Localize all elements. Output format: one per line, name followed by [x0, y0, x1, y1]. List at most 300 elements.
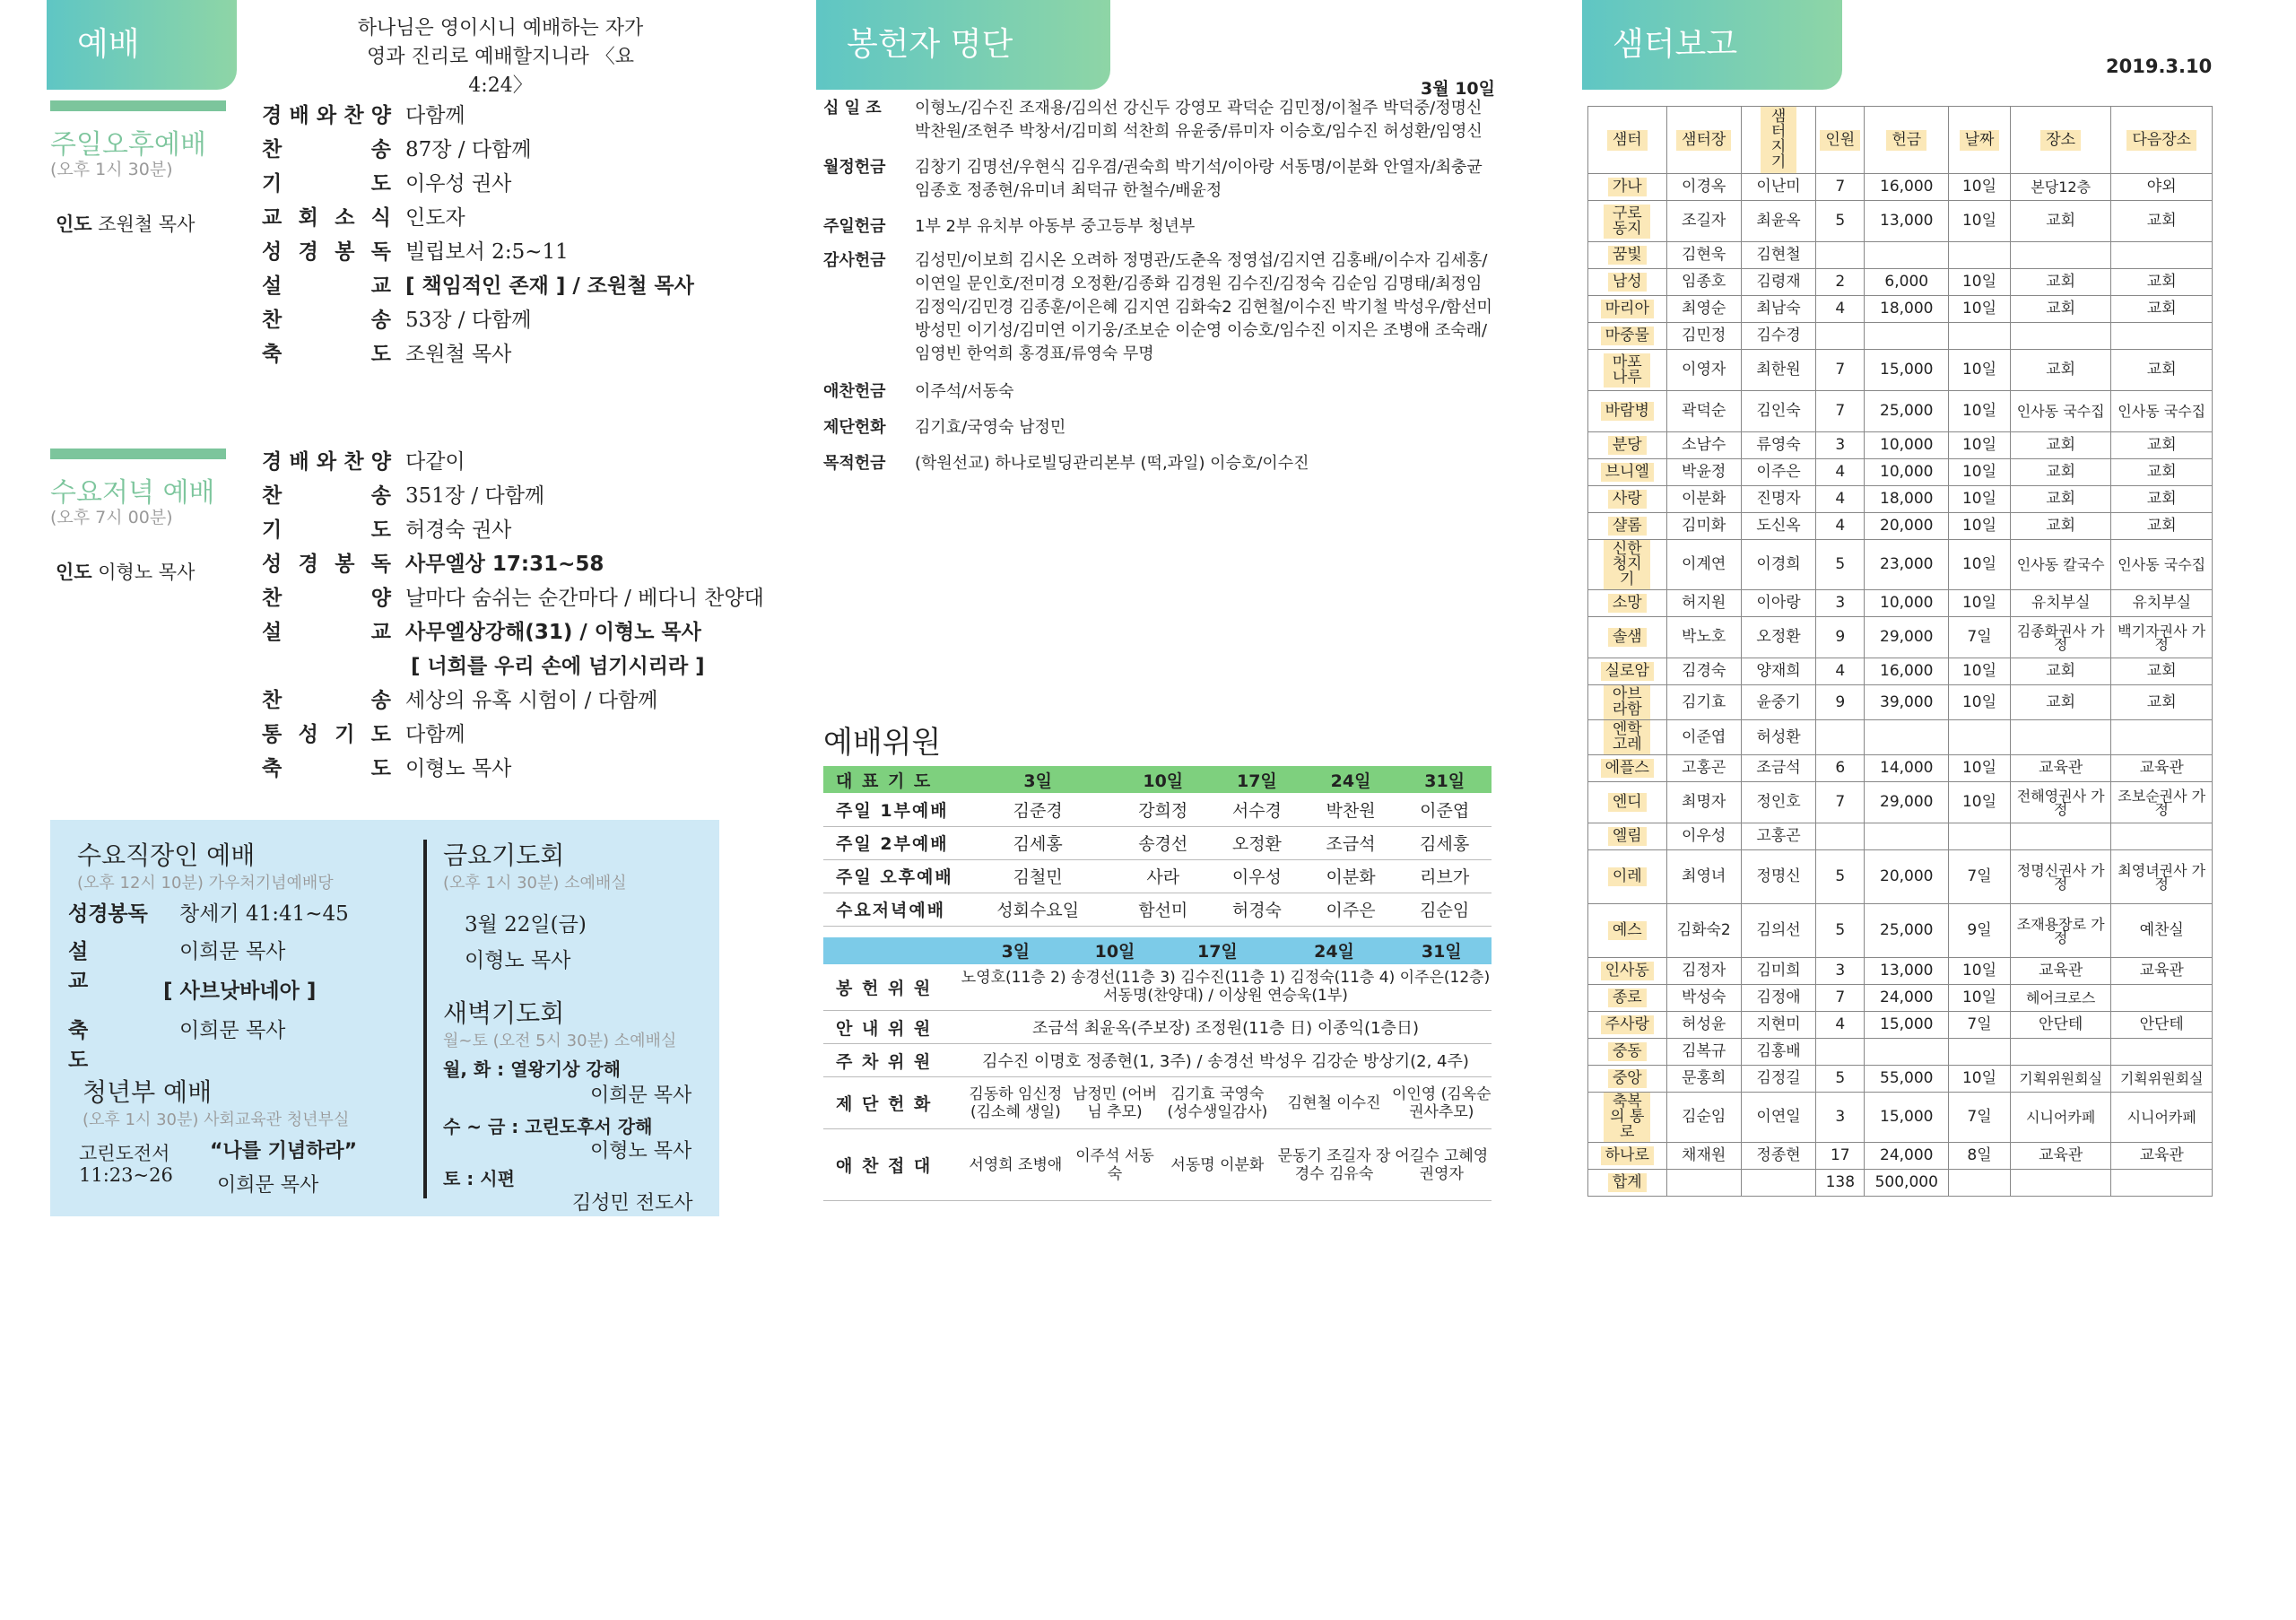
samter-name [1588, 823, 1667, 850]
order-value: 빌립보서 2:5~11 [405, 240, 569, 264]
table-cell: 김세홍 [1397, 826, 1492, 859]
order-value: 다함께 [405, 104, 465, 127]
table-cell: 5 [1816, 904, 1865, 958]
worker-bless-value: 이희문 목사 [179, 1019, 286, 1042]
table-cell: 예찬실 [2111, 904, 2213, 958]
worker-reading-value: 창세기 41:41~45 [179, 902, 349, 926]
order-value: 조원철 목사 [405, 343, 512, 366]
table-cell: 최남숙 [1741, 296, 1815, 323]
table-row [823, 893, 1492, 926]
order-row [262, 99, 694, 133]
wednesday-leader [56, 558, 195, 585]
table-cell: 25,000 [1865, 904, 1949, 958]
youth-time: (오후 1시 30분) 사회교육관 청년부실 [83, 1110, 350, 1129]
samter-name-label: 엔디 [1608, 793, 1647, 812]
table-cell: 24,000 [1865, 985, 1949, 1012]
order-row [262, 445, 764, 479]
duty-label: 주 차 위 원 [823, 1044, 960, 1077]
table-cell: 18,000 [1865, 296, 1949, 323]
table-cell: 교회 [2010, 269, 2111, 296]
order-label-char: 도 [370, 723, 391, 746]
table-cell: 7 [1816, 391, 1865, 432]
order-label [262, 133, 391, 167]
section-bar [50, 449, 226, 459]
table-cell: 오정환 [1741, 617, 1815, 658]
offering-label: 제단헌화 [823, 418, 886, 437]
samter-name-label: 엔학고레 [1604, 720, 1650, 754]
samter-table [1587, 106, 2213, 1197]
order-label-char: 경 [298, 240, 318, 264]
table-cell: 7 [1816, 174, 1865, 201]
table-cell: 교회 [2111, 459, 2213, 486]
samter-name-label: 샬롬 [1608, 517, 1647, 536]
order-label-char: 도 [370, 172, 391, 196]
table-cell: 교회 [2111, 685, 2213, 720]
table-cell: 이계연 [1666, 540, 1741, 590]
table-cell: 이우성 [1666, 823, 1741, 850]
header-cell [2010, 107, 2111, 174]
order-label-char: 회 [298, 206, 318, 230]
afternoon-order [262, 99, 694, 371]
dawn-row-1-pastor: 이희문 목사 [590, 1084, 692, 1107]
leader-label: 인도 [56, 562, 92, 583]
samter-name-label: 가나 [1608, 178, 1647, 196]
duty-names: 노영호(11층 2) 송경선(11층 3) 김수진(11층 1) 김정숙(11층 4) 이주은(12층) 서동명(찬양대) / 이상원 연승욱(1부) [960, 964, 1492, 1011]
table-cell: 25,000 [1865, 391, 1949, 432]
table-cell: 교육관 [2111, 958, 2213, 985]
samter-name-label: 중동 [1608, 1042, 1647, 1061]
table-cell: 이우성 [1210, 859, 1304, 893]
samter-name-label: 마포 나루 [1604, 353, 1650, 388]
leader-name: 조원철 목사 [98, 213, 196, 235]
table-row [1588, 513, 2213, 540]
table-cell: 함선미 [1116, 893, 1210, 926]
table-cell: 4 [1816, 296, 1865, 323]
table-cell: 16,000 [1865, 174, 1949, 201]
table-cell: 4 [1816, 459, 1865, 486]
table-cell: 23,000 [1865, 540, 1949, 590]
header-cell: 24일 [1304, 766, 1398, 793]
samter-name [1588, 269, 1667, 296]
table-header [823, 766, 1492, 793]
table-cell: 10일 [1949, 296, 2011, 323]
order-label-char: 찬 [262, 689, 283, 712]
table-cell: 최영순 [1666, 296, 1741, 323]
order-label [262, 167, 391, 201]
table-cell [1865, 823, 1949, 850]
table-cell: 김인숙 [1741, 391, 1815, 432]
table-cell: 10일 [1949, 486, 2011, 513]
worker-reading-label: 성경봉독 [68, 902, 148, 926]
table-cell [2111, 1039, 2213, 1066]
offering-row [823, 380, 1494, 404]
duty-names: 조금석 최윤옥(주보장) 조정원(11층 日) 이종익(1층日) [960, 1011, 1492, 1044]
order-value: 이우성 권사 [405, 172, 512, 196]
table-cell [2010, 823, 2111, 850]
order-row [262, 649, 764, 684]
youth-title: 청년부 예배 [83, 1077, 213, 1107]
table-row [823, 964, 1492, 1011]
table-cell: 김미화 [1666, 513, 1741, 540]
header-cell: 31일 [1397, 766, 1492, 793]
table-cell: 20,000 [1865, 513, 1949, 540]
header-cell: 31일 [1392, 937, 1492, 964]
offering-label: 애찬헌금 [823, 382, 886, 401]
table-cell: 24,000 [1865, 1143, 1949, 1170]
offering-label: 십 일 조 [823, 99, 882, 118]
table-row [1588, 486, 2213, 513]
table-cell: 이주은 [1304, 893, 1398, 926]
table-cell: 소남수 [1666, 432, 1741, 459]
order-label-char: 찬 [262, 138, 283, 161]
table-cell: 10일 [1949, 685, 2011, 720]
report-date: 2019.3.10 [2106, 56, 2213, 77]
table-cell: 김수경 [1741, 323, 1815, 350]
header-label: 샘터장 [1676, 130, 1731, 151]
order-row [262, 269, 694, 303]
table-cell: 교회 [2111, 350, 2213, 391]
table-cell: 김의선 [1741, 904, 1815, 958]
table-cell: 13,000 [1865, 201, 1949, 242]
youth-sermon: “나를 기념하라” [210, 1140, 358, 1163]
youth-text-verse: 11:23~26 [79, 1164, 173, 1186]
table-cell: 10,000 [1865, 590, 1949, 617]
dawn-row-3-pastor: 김성민 전도사 [572, 1192, 693, 1215]
order-label-char: 와 [316, 450, 337, 474]
duty-cell: 김기효 국영숙 (성수생일감사) [1158, 1077, 1276, 1129]
samter-name-label: 소망 [1608, 594, 1647, 613]
table-cell [2010, 720, 2111, 755]
table-cell [1949, 242, 2011, 269]
order-label-char: 식 [370, 206, 391, 230]
samter-name-label: 아브라함 [1604, 685, 1650, 719]
order-label-char: 경 [298, 553, 318, 576]
order-row [262, 752, 764, 786]
table-cell: 4 [1816, 486, 1865, 513]
samter-name [1588, 904, 1667, 958]
order-label-char: 도 [370, 343, 391, 366]
table-cell: 9일 [1949, 904, 2011, 958]
table-cell: 박성숙 [1666, 985, 1741, 1012]
order-value: 다같이 [405, 450, 465, 474]
offering-names: 이형노/김수진 조재용/김의선 강신두 강영모 곽덕순 김민정/이철주 박덕중/정명신 박찬원/조현주 박창서/김미희 석찬희 유윤중/류미자 이승호/임수진 허성환/임영신 [915, 99, 1483, 141]
table-row [1588, 617, 2213, 658]
order-label-char: 교 [370, 274, 391, 298]
table-row [1588, 590, 2213, 617]
order-label [262, 513, 391, 547]
table-cell: 교회 [2111, 513, 2213, 540]
table-cell: 138 [1816, 1170, 1865, 1197]
order-value: 세상의 유혹 시험이 / 다함께 [405, 689, 658, 712]
order-label-char: 축 [262, 343, 283, 366]
offering-row [823, 97, 1494, 144]
samter-tab [1582, 0, 1842, 90]
table-cell [2010, 242, 2111, 269]
table-cell: 기획위원회실 [2010, 1066, 2111, 1093]
header-cell: 17일 [1158, 937, 1276, 964]
order-label-char: 경 [262, 104, 283, 127]
table-cell: 조보순권사 가정 [2111, 782, 2213, 823]
order-label-char: 와 [316, 104, 337, 127]
wednesday-order [262, 445, 764, 786]
samter-name [1588, 958, 1667, 985]
friday-pastor: 이형노 목사 [465, 949, 571, 972]
header-cell: 17일 [1210, 766, 1304, 793]
table-cell: 송경선 [1116, 826, 1210, 859]
duty-cell: 문동기 조길자 장경수 김유숙 [1277, 1129, 1392, 1201]
samter-name [1588, 201, 1667, 242]
samter-name-label: 사랑 [1608, 490, 1647, 509]
order-label-char: 기 [335, 723, 355, 746]
table-cell: 10일 [1949, 350, 2011, 391]
table-cell: 5 [1816, 1066, 1865, 1093]
table-cell: 이영자 [1666, 350, 1741, 391]
samter-name [1588, 174, 1667, 201]
table-row [1588, 850, 2213, 904]
table-cell: 10일 [1949, 658, 2011, 685]
table-cell [1865, 323, 1949, 350]
table-cell: 최윤옥 [1741, 201, 1815, 242]
dawn-row-2-pastor: 이형노 목사 [590, 1140, 692, 1163]
table-cell: 주일 1부예배 [823, 793, 960, 826]
table-cell [1949, 1170, 2011, 1197]
youth-text [79, 1143, 173, 1186]
samter-name-label: 축복의 통로 [1604, 1093, 1650, 1142]
worship-committee-title: 예배위원 [823, 725, 942, 761]
order-label-char: 송 [370, 484, 391, 508]
duty-table [823, 937, 1492, 1202]
table-cell [2111, 323, 2213, 350]
table-cell: 교회 [2111, 432, 2213, 459]
samter-name [1588, 432, 1667, 459]
table-cell: 교회 [2111, 658, 2213, 685]
worker-sermon-value: 이희문 목사 [179, 940, 286, 963]
worker-time: (오후 12시 10분) 가우처기념예배당 [77, 874, 334, 893]
order-label-char: 독 [370, 240, 391, 264]
order-label-char: 송 [370, 689, 391, 712]
table-cell: 사라 [1116, 859, 1210, 893]
table-cell [2111, 985, 2213, 1012]
friday-time: (오후 1시 30분) 소예배실 [443, 874, 627, 893]
table-cell: 인사동 칼국수 [2010, 540, 2111, 590]
table-cell: 서수경 [1210, 793, 1304, 826]
order-label-char: 기 [262, 518, 283, 542]
table-cell: 10일 [1949, 540, 2011, 590]
order-label [262, 235, 391, 269]
table-cell: 채재원 [1666, 1143, 1741, 1170]
order-label-char: 찬 [262, 309, 283, 332]
table-cell: 29,000 [1865, 782, 1949, 823]
order-row [262, 235, 694, 269]
samter-name-label: 마리아 [1601, 300, 1654, 318]
table-cell: 김복규 [1666, 1039, 1741, 1066]
table-cell: 10일 [1949, 782, 2011, 823]
table-cell [2010, 323, 2111, 350]
table-cell: 강희정 [1116, 793, 1210, 826]
table-cell: 김정애 [1741, 985, 1815, 1012]
table-header [1588, 107, 2213, 174]
table-cell: 9 [1816, 617, 1865, 658]
samter-name-label: 구로 동지 [1604, 205, 1650, 239]
table-cell: 10일 [1949, 432, 2011, 459]
table-cell: 9 [1816, 685, 1865, 720]
order-value: 351장 / 다함께 [405, 484, 545, 508]
table-cell: 교회 [2111, 486, 2213, 513]
table-row [823, 793, 1492, 826]
duty-cell: 이주석 서동숙 [1072, 1129, 1159, 1201]
table-cell: 4 [1816, 513, 1865, 540]
table-cell: 29,000 [1865, 617, 1949, 658]
dawn-time: 월~토 (오전 5시 30분) 소예배실 [443, 1032, 677, 1050]
offering-row [823, 452, 1494, 475]
header-cell: 대 표 기 도 [823, 766, 960, 793]
table-cell: 교회 [2010, 350, 2111, 391]
table-cell: 고홍곤 [1666, 755, 1741, 782]
header-cell: 10일 [1116, 766, 1210, 793]
table-cell: 7일 [1949, 1012, 2011, 1039]
order-label-char: 봉 [335, 553, 355, 576]
samter-name [1588, 685, 1667, 720]
samter-name [1588, 540, 1667, 590]
offering-names: 김성민/이보희 김시온 오려하 정명관/도춘옥 정영섭/김지연 김홍배/이수자 김세홍/이연일 문인호/전미경 오정환/김종화 김경원 김수진/김정숙 김순임 김명태/최정임 김정익/김민경 김종훈/이은혜 김지연 김화숙2 김현철/이수진 박기철 박성우/함선미 방성민 이기성/김미연 이기웅/조보순 이순영 이승호/임수진 이지은 조병애 조숙래/임영빈 한억희 홍경표/류영숙 무명 [915, 251, 1492, 363]
offering-label: 목적헌금 [823, 454, 886, 473]
table-cell [1816, 323, 1865, 350]
dawn-row-3: 토 : 시편 [443, 1168, 515, 1189]
table-cell: 이주은 [1741, 459, 1815, 486]
table-cell: 조금석 [1741, 755, 1815, 782]
order-label-char: 기 [262, 172, 283, 196]
table-row [823, 1011, 1492, 1044]
table-cell: 지현미 [1741, 1012, 1815, 1039]
table-cell: 김미희 [1741, 958, 1815, 985]
table-cell: 교육관 [2010, 958, 2111, 985]
table-cell: 박찬원 [1304, 793, 1398, 826]
table-cell: 5 [1816, 540, 1865, 590]
afternoon-leader [56, 210, 195, 237]
table-row [1588, 391, 2213, 432]
samter-name [1588, 658, 1667, 685]
order-value: 사무엘상강해(31) / 이형노 목사 [405, 621, 701, 644]
samter-name [1588, 1093, 1667, 1143]
order-label-char: 성 [262, 240, 283, 264]
table-cell [1816, 1039, 1865, 1066]
table-header [823, 937, 1492, 964]
table-cell [2111, 823, 2213, 850]
table-cell: 백기자권사 가정 [2111, 617, 2213, 658]
friday-title: 금요기도회 [443, 840, 565, 870]
table-cell: 기획위원회실 [2111, 1066, 2213, 1093]
table-row [1588, 782, 2213, 823]
order-value: 날마다 숨쉬는 순간마다 / 베다니 찬양대 [405, 587, 764, 610]
table-cell [1949, 1039, 2011, 1066]
order-label-char: 찬 [344, 450, 364, 474]
table-cell: 수요저녁예배 [823, 893, 960, 926]
duty-label: 제 단 헌 화 [823, 1077, 960, 1129]
samter-name-label: 남성 [1608, 273, 1647, 292]
order-label-char: 성 [298, 723, 318, 746]
table-cell: 류영숙 [1741, 432, 1815, 459]
samter-name [1588, 486, 1667, 513]
order-label [262, 445, 391, 479]
table-row [1588, 985, 2213, 1012]
dawn-title: 새벽기도회 [443, 998, 565, 1028]
table-cell: 인사동 국수집 [2111, 391, 2213, 432]
table-cell: 15,000 [1865, 1012, 1949, 1039]
worship-tab [47, 0, 237, 90]
divider [423, 840, 427, 1198]
order-label [262, 615, 391, 649]
table-cell: 3 [1816, 590, 1865, 617]
order-label-char: 봉 [335, 240, 355, 264]
samter-name-label: 이레 [1608, 867, 1647, 886]
table-cell: 55,000 [1865, 1066, 1949, 1093]
header-cell: 3일 [960, 937, 1072, 964]
order-label-char: 찬 [344, 104, 364, 127]
leader-label: 인도 [56, 213, 92, 235]
samter-name [1588, 459, 1667, 486]
header-label: 장소 [2040, 130, 2081, 151]
table-cell: 박노호 [1666, 617, 1741, 658]
samter-tab-label: 샘터보고 [1613, 26, 1738, 63]
table-cell: 이분화 [1666, 486, 1741, 513]
table-cell: 양재희 [1741, 658, 1815, 685]
table-row [1588, 1066, 2213, 1093]
order-row [262, 513, 764, 547]
table-cell: 인사동 국수집 [2111, 540, 2213, 590]
table-cell [2111, 242, 2213, 269]
samter-name [1588, 323, 1667, 350]
table-cell: 허지원 [1666, 590, 1741, 617]
table-cell: 조금석 [1304, 826, 1398, 859]
samter-name [1588, 242, 1667, 269]
table-cell: 야외 [2111, 174, 2213, 201]
samter-name-label: 꿈빛 [1608, 246, 1647, 265]
table-cell: 교회 [2010, 513, 2111, 540]
order-value: 이형노 목사 [405, 757, 512, 780]
duty-label: 애 찬 접 대 [823, 1129, 960, 1201]
table-cell: 진명자 [1741, 486, 1815, 513]
table-cell: 7 [1816, 985, 1865, 1012]
order-label-char: 찬 [262, 484, 283, 508]
header-label: 다음장소 [2126, 130, 2196, 151]
table-cell: 교회 [2010, 486, 2111, 513]
order-row [262, 201, 694, 235]
table-cell: 정종현 [1741, 1143, 1815, 1170]
header-cell [1588, 107, 1667, 174]
table-cell: 김철민 [960, 859, 1116, 893]
samter-name [1588, 755, 1667, 782]
header-cell [1865, 107, 1949, 174]
samter-name [1588, 1143, 1667, 1170]
table-cell: 14,000 [1865, 755, 1949, 782]
table-cell: 3 [1816, 432, 1865, 459]
order-label [262, 752, 391, 786]
prayer-table [823, 766, 1492, 927]
wednesday-title: 수요저녁 예배 [50, 477, 215, 509]
offering-names: 1부 2부 유치부 아동부 중고등부 청년부 [915, 217, 1196, 236]
table-cell [2111, 720, 2213, 755]
table-cell: 김민정 [1666, 323, 1741, 350]
table-cell [1816, 720, 1865, 755]
order-row [262, 684, 764, 718]
youth-text-book: 고린도전서 [79, 1143, 170, 1164]
samter-name-label: 중앙 [1608, 1069, 1647, 1088]
table-row [1588, 1039, 2213, 1066]
table-row [1588, 755, 2213, 782]
afternoon-title: 주일오후예배 [50, 129, 206, 161]
table-cell: 유치부실 [2111, 590, 2213, 617]
table-row [1588, 540, 2213, 590]
